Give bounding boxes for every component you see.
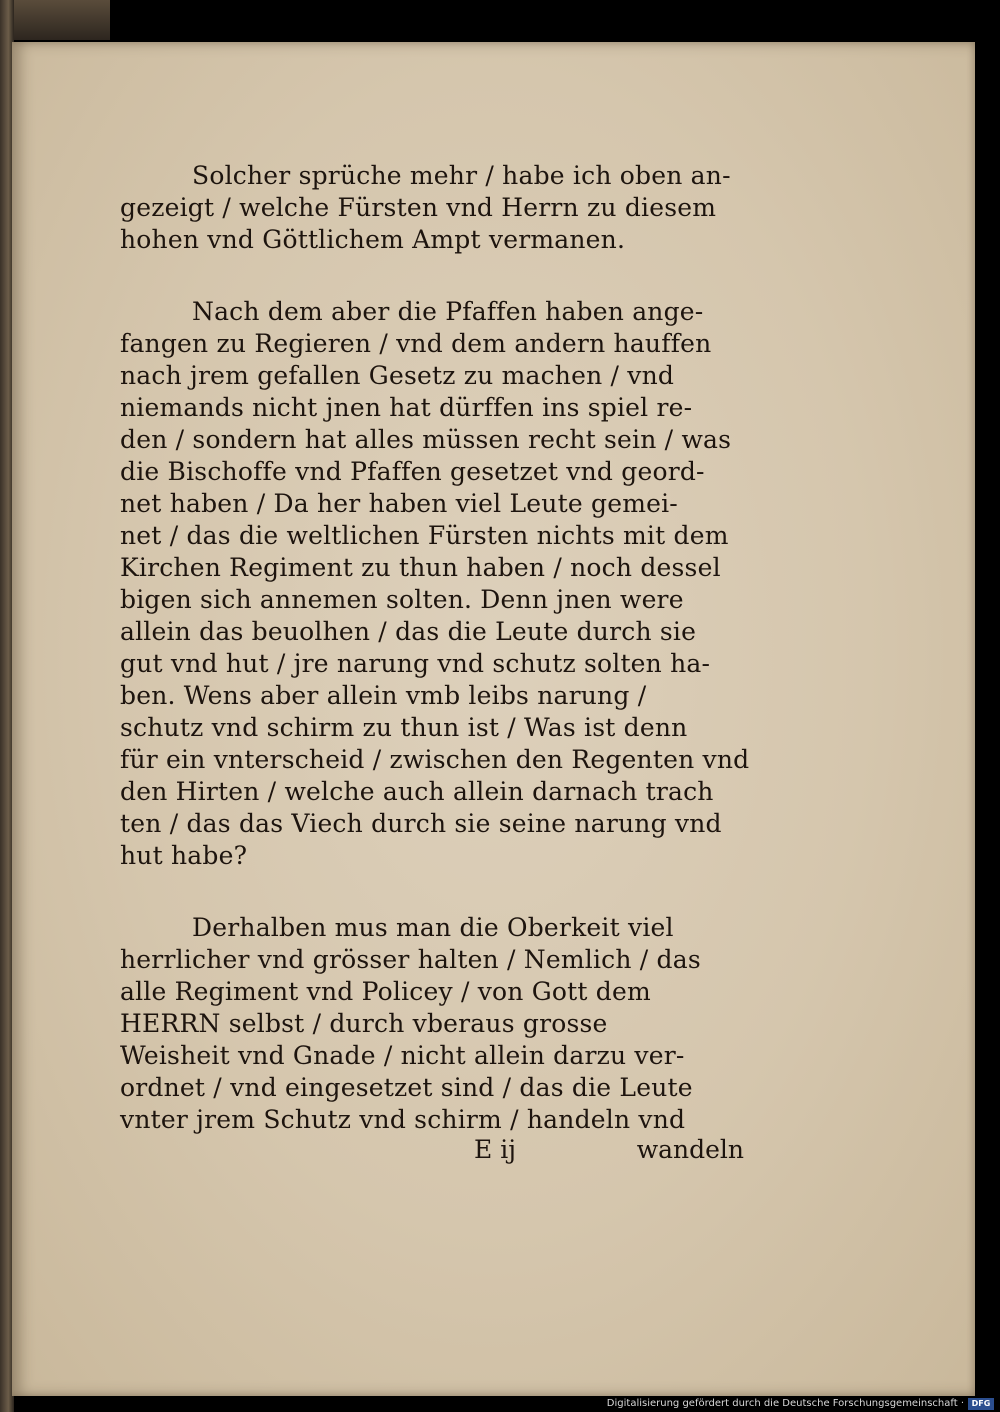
paragraph-3 xyxy=(120,912,760,1136)
text-line: den Hirten / welche auch allein darnach trach xyxy=(120,777,714,806)
text-line: allein das beuolhen / das die Leute durch sie xyxy=(120,617,697,646)
paragraph-2 xyxy=(120,296,760,872)
text-line: Kirchen Regiment zu thun haben / noch dessel xyxy=(120,553,721,582)
page-text xyxy=(120,160,760,1176)
text-line: den / sondern hat alles müssen recht sein / was xyxy=(120,425,732,454)
text-line: ten / das das Viech durch sie seine narung vnd xyxy=(120,809,722,838)
text-line: Solcher sprüche mehr / habe ich oben an- xyxy=(192,161,731,190)
funding-credit: Digitalisierung gefördert durch die Deutsche Forschungsgemeinschaft · xyxy=(606,1398,964,1409)
text-line: schutz vnd schirm zu thun ist / Was ist denn xyxy=(120,713,688,742)
text-line: für ein vnterscheid / zwischen den Regenten vnd xyxy=(120,745,750,774)
text-line: gut vnd hut / jre narung vnd schutz solten ha- xyxy=(120,649,711,678)
text-line: ben. Wens aber allein vmb leibs narung / xyxy=(120,681,647,710)
text-line: die Bischoffe vnd Pfaffen gesetzet vnd geord- xyxy=(120,457,705,486)
text-line: HERRN selbst / durch vberaus grosse xyxy=(120,1009,608,1038)
scan-background xyxy=(0,0,110,40)
text-line: Derhalben mus man die Oberkeit viel xyxy=(192,913,674,942)
dfg-logo: DFG xyxy=(968,1398,994,1410)
page-footer-marks xyxy=(474,1132,744,1168)
text-line: alle Regiment vnd Policey / von Gott dem xyxy=(120,977,651,1006)
paragraph-1 xyxy=(120,160,760,256)
text-line: nach jrem gefallen Gesetz zu machen / vnd xyxy=(120,361,675,390)
text-line: Weisheit vnd Gnade / nicht allein darzu ver- xyxy=(120,1041,685,1070)
text-line: ordnet / vnd eingesetzet sind / das die Leute xyxy=(120,1073,693,1102)
text-line: Nach dem aber die Pfaffen haben ange- xyxy=(192,297,704,326)
text-line: fangen zu Regieren / vnd dem andern hauffen xyxy=(120,329,712,358)
text-line: niemands nicht jnen hat dürffen ins spiel re- xyxy=(120,393,693,422)
text-line: net haben / Da her haben viel Leute gemei- xyxy=(120,489,678,518)
book-page xyxy=(12,42,975,1396)
text-line: hut habe? xyxy=(120,841,248,870)
signature-mark: E ij xyxy=(474,1135,516,1164)
text-line: gezeigt / welche Fürsten vnd Herrn zu diesem xyxy=(120,193,717,222)
text-line: vnter jrem Schutz vnd schirm / handeln vnd xyxy=(120,1105,686,1134)
catchword: wandeln xyxy=(636,1135,744,1164)
text-line: hohen vnd Göttlichem Ampt vermanen. xyxy=(120,225,626,254)
text-line: herrlicher vnd grösser halten / Nemlich / das xyxy=(120,945,701,974)
text-line: bigen sich annemen solten. Denn jnen were xyxy=(120,585,684,614)
text-line: net / das die weltlichen Fürsten nichts mit dem xyxy=(120,521,729,550)
